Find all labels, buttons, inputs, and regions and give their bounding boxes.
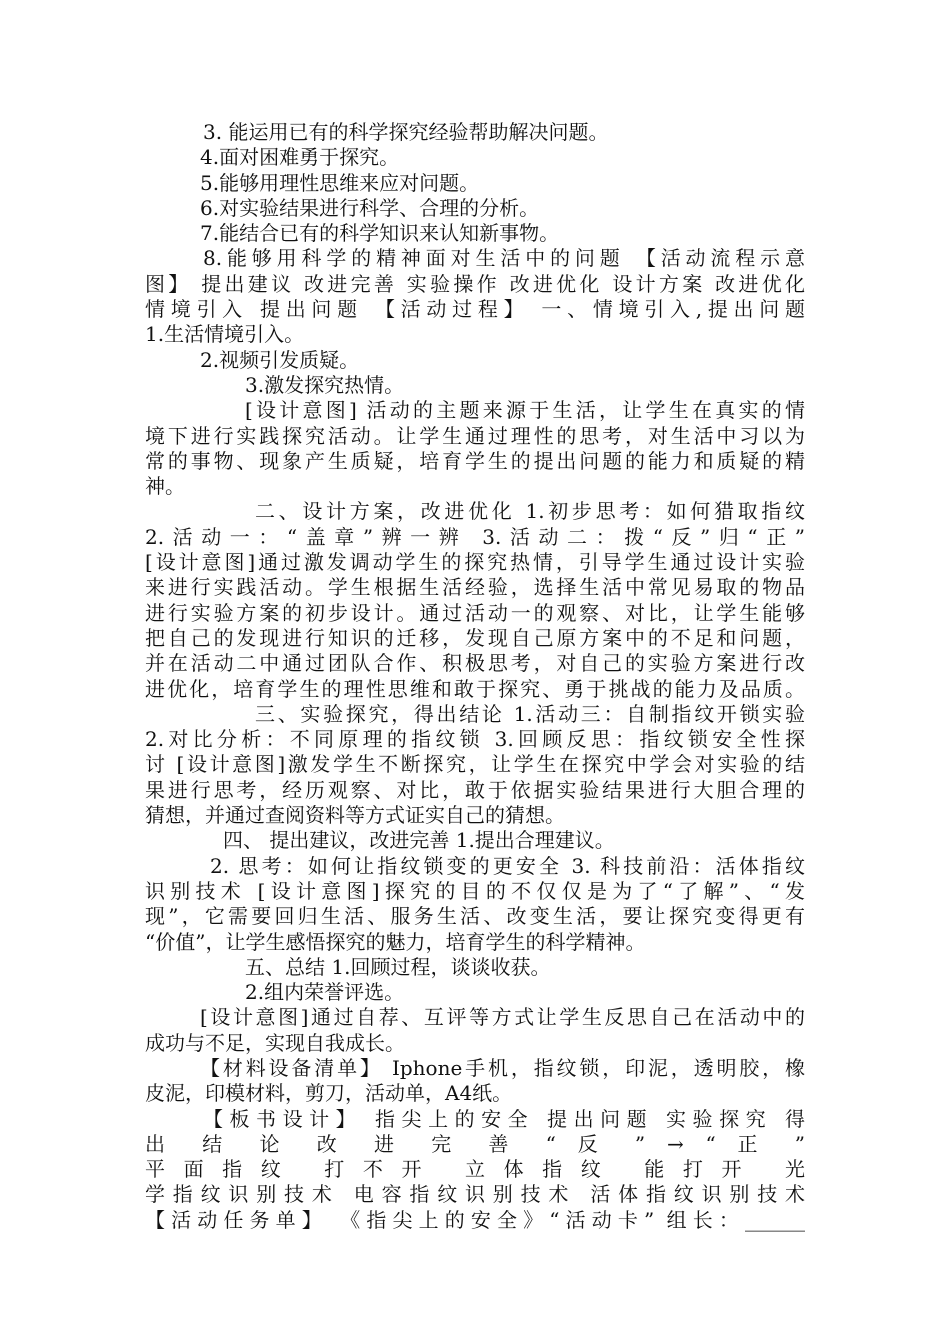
text-line: 6.对实验结果进行科学、合理的分析。 — [200, 195, 540, 220]
text-line: 平面指纹 打不开 立体指纹 能打开 光 — [145, 1157, 805, 1182]
text-line: 果进行思考，经历观察、对比，敢于依据实验结果进行大胆合理的 — [145, 777, 805, 802]
text-line: 常的事物、现象产生质疑，培育学生的提出问题的能力和质疑的精 — [145, 448, 805, 473]
text-line: 境下进行实践探究活动。让学生通过理性的思考，对生活中习以为 — [145, 423, 805, 448]
text-line: 1.生活情境引入。 — [145, 322, 305, 347]
text-line: 7.能结合已有的科学知识来认知新事物。 — [200, 221, 560, 246]
text-line: 识别技术 [设计意图]探究的目的不仅仅是为了“了解”、“发 — [145, 878, 805, 903]
text-line: 3. 能运用已有的科学探究经验帮助解决问题。 — [203, 120, 609, 144]
text-line: 2. 思考：如何让指纹锁变的更安全 3. 科技前沿：活体指纹 — [210, 853, 805, 878]
text-line: 四、 提出建议，改进完善 1.提出合理建议。 — [223, 828, 615, 853]
text-line: [设计意图] 活动的主题来源于生活，让学生在真实的情 — [245, 398, 805, 423]
text-line: 情境引入 提出问题 【活动过程】 一、情境引入,提出问题 — [145, 297, 805, 322]
text-line: [设计意图]通过自荐、互评等方式让学生反思自己在活动中的 — [200, 1005, 805, 1030]
text-line: 神。 — [145, 474, 185, 499]
text-line: 进行实验方案的初步设计。通过活动一的观察、对比，让学生能够 — [145, 600, 805, 625]
text-line: 来进行实践活动。学生根据生活经验，选择生活中常见易取的物品 — [145, 575, 805, 600]
text-line: 2.视频引发质疑。 — [200, 347, 360, 372]
text-line: 现”，它需要回归生活、服务生活、改变生活，要让探究变得更有 — [145, 904, 805, 929]
text-line: 8.能够用科学的精神面对生活中的问题 【活动流程示意 — [203, 246, 805, 271]
text-line: 进优化，培育学生的理性思维和敢于探究、勇于挑战的能力及品质。 — [145, 676, 805, 701]
text-line: 3.激发探究热情。 — [245, 372, 405, 397]
text-line: 把自己的发现进行知识的迁移，发现自己原方案中的不足和问题， — [145, 625, 805, 650]
text-line: 4.面对困难勇于探究。 — [200, 145, 400, 170]
text-line: [设计意图]通过激发调动学生的探究热情，引导学生通过设计实验 — [145, 550, 805, 575]
text-line: 五、总结 1.回顾过程，谈谈收获。 — [245, 954, 551, 979]
text-line: 图】 提出建议 改进完善 实验操作 改进优化 设计方案 改进优化 — [145, 271, 805, 296]
text-line: 三、实验探究，得出结论 1.活动三：自制指纹开锁实验 — [255, 701, 805, 726]
text-line: “价值”，让学生感悟探究的魅力，培育学生的科学精神。 — [145, 929, 646, 954]
text-line: 成功与不足，实现自我成长。 — [145, 1030, 405, 1055]
text-line: 2.对比分析：不同原理的指纹锁 3.回顾反思：指纹锁安全性探 — [145, 727, 805, 752]
text-line: 【活动任务单】 《指尖上的安全》“活动卡” 组长：______ — [145, 1207, 805, 1232]
text-line: 二、设计方案，改进优化 1.初步思考：如何猎取指纹 — [255, 499, 805, 524]
text-line: 猜想，并通过查阅资料等方式证实自己的猜想。 — [145, 803, 565, 828]
text-line: 5.能够用理性思维来应对问题。 — [200, 170, 480, 195]
document-body — [145, 120, 805, 1233]
text-line: 学指纹识别技术 电容指纹识别技术 活体指纹识别技术 — [145, 1182, 805, 1207]
text-line: 【板书设计】 指尖上的安全 提出问题 实验探究 得 — [203, 1106, 805, 1131]
text-line: 并在活动二中通过团队合作、积极思考，对自己的实验方案进行改 — [145, 651, 805, 676]
text-line: 皮泥，印模材料，剪刀，活动单，A4纸。 — [145, 1081, 513, 1106]
text-line: 【材料设备清单】 Iphone手机，指纹锁，印泥，透明胶，橡 — [200, 1055, 805, 1080]
text-line: 讨 [设计意图]激发学生不断探究，让学生在探究中学会对实验的结 — [145, 752, 805, 777]
text-line: 出 结 论 改 进 完 善 “ 反 ” → “ 正 ” — [145, 1131, 805, 1156]
text-line: 2.活动一：“盖章”辨一辨 3.活动二：拨“反”归“正” — [145, 524, 805, 549]
text-line: 2.组内荣誉评选。 — [245, 980, 405, 1005]
